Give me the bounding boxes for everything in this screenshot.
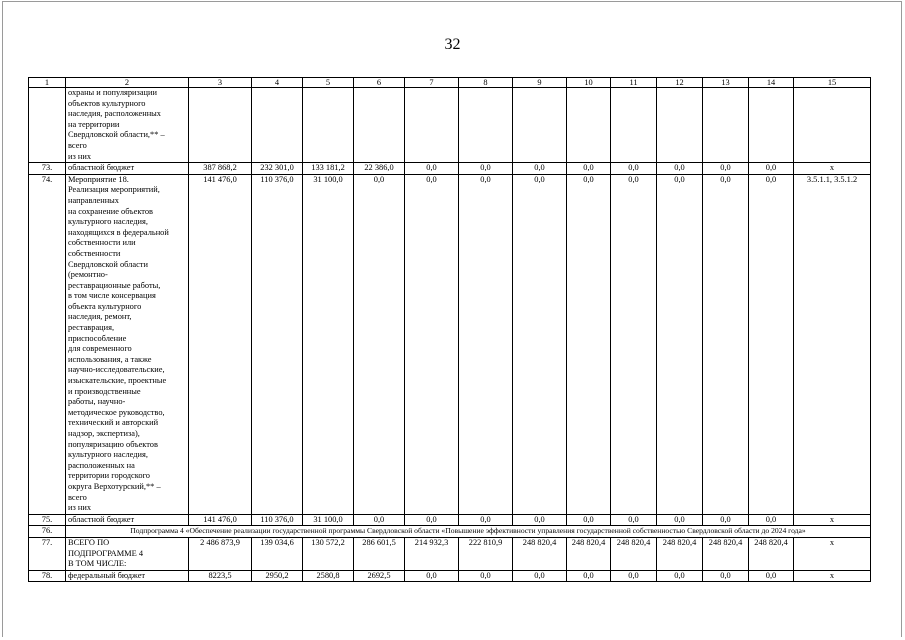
table-row bbox=[29, 174, 871, 514]
row-name-line: округа Верхотурский,** – bbox=[68, 481, 161, 491]
value-cell: 0,0 bbox=[567, 174, 611, 514]
value-cell: 133 181,2 bbox=[303, 163, 354, 175]
row-name-line: на территории bbox=[68, 119, 120, 129]
row-name-line: в том числе консервация bbox=[68, 291, 156, 301]
row-name-line: работы, научно- bbox=[68, 397, 126, 407]
row-name-line: культурного наследия, bbox=[68, 217, 148, 227]
value-cell: 31 100,0 bbox=[303, 514, 354, 526]
table-row bbox=[29, 570, 871, 582]
value-cell: 139 034,6 bbox=[252, 537, 303, 570]
row-name-line: наследия, расположенных bbox=[68, 109, 161, 119]
target-indicator-cell: 3.5.1.1, 3.5.1.2 bbox=[794, 174, 871, 514]
column-header: 6 bbox=[354, 78, 405, 88]
target-indicator-cell: х bbox=[794, 163, 871, 175]
row-number: 78. bbox=[29, 570, 66, 582]
row-name-line: расположенных на bbox=[68, 460, 135, 470]
row-number: 77. bbox=[29, 537, 66, 570]
row-name bbox=[66, 514, 189, 526]
value-cell: 0,0 bbox=[657, 514, 703, 526]
table-row bbox=[29, 163, 871, 175]
row-name-line: Мероприятие 18. bbox=[68, 174, 129, 184]
row-name-line: реставрационные работы, bbox=[68, 280, 161, 290]
column-header: 13 bbox=[703, 78, 749, 88]
value-cell: 0,0 bbox=[657, 163, 703, 175]
row-name-line: собственности bbox=[68, 248, 121, 258]
value-cell: 110 376,0 bbox=[252, 174, 303, 514]
value-cell bbox=[611, 88, 657, 163]
value-cell: 248 820,4 bbox=[749, 537, 794, 570]
row-name-line: из них bbox=[68, 503, 92, 513]
row-number: 75. bbox=[29, 514, 66, 526]
row-name-line: технический и авторский bbox=[68, 418, 159, 428]
row-number: 74. bbox=[29, 174, 66, 514]
value-cell: 141 476,0 bbox=[189, 514, 252, 526]
column-header: 2 bbox=[66, 78, 189, 88]
row-name-line: культурного наследия, bbox=[68, 450, 148, 460]
value-cell: 0,0 bbox=[513, 570, 567, 582]
row-name-line: реставрация, bbox=[68, 323, 115, 333]
value-cell: 2580,8 bbox=[303, 570, 354, 582]
row-name-line: находящихся в федеральной bbox=[68, 227, 169, 237]
row-name bbox=[66, 163, 189, 175]
value-cell: 0,0 bbox=[405, 174, 459, 514]
value-cell: 0,0 bbox=[354, 514, 405, 526]
value-cell: 0,0 bbox=[459, 570, 513, 582]
value-cell: 0,0 bbox=[405, 163, 459, 175]
column-header: 9 bbox=[513, 78, 567, 88]
row-name-line: объекта культурного bbox=[68, 301, 142, 311]
value-cell: 0,0 bbox=[657, 570, 703, 582]
column-header: 8 bbox=[459, 78, 513, 88]
value-cell: 0,0 bbox=[657, 174, 703, 514]
value-cell: 286 601,5 bbox=[354, 537, 405, 570]
budget-table bbox=[28, 77, 871, 582]
target-indicator-cell bbox=[794, 88, 871, 163]
table-row bbox=[29, 514, 871, 526]
row-name-line: (ремонтно- bbox=[68, 270, 108, 280]
value-cell: 0,0 bbox=[749, 163, 794, 175]
value-cell: 0,0 bbox=[567, 570, 611, 582]
row-name bbox=[66, 570, 189, 582]
value-cell: 141 476,0 bbox=[189, 174, 252, 514]
value-cell: 0,0 bbox=[459, 514, 513, 526]
row-name-line: охраны и популяризации bbox=[68, 88, 157, 97]
target-indicator-cell: х bbox=[794, 537, 871, 570]
target-indicator-cell: х bbox=[794, 514, 871, 526]
value-cell bbox=[513, 88, 567, 163]
value-cell: 232 301,0 bbox=[252, 163, 303, 175]
value-cell bbox=[749, 88, 794, 163]
table-row bbox=[29, 537, 871, 570]
value-cell: 248 820,4 bbox=[567, 537, 611, 570]
value-cell: 0,0 bbox=[459, 174, 513, 514]
page-number: 32 bbox=[444, 36, 461, 53]
row-name-line: из них bbox=[68, 151, 92, 161]
value-cell: 0,0 bbox=[405, 514, 459, 526]
row-name-line: надзор, экспертиза), bbox=[68, 429, 140, 438]
row-name-line: областной бюджет bbox=[68, 514, 135, 524]
value-cell: 0,0 bbox=[703, 514, 749, 526]
value-cell: 0,0 bbox=[749, 514, 794, 526]
row-name-line: Реализация мероприятий, bbox=[68, 185, 160, 195]
value-cell: 387 868,2 bbox=[189, 163, 252, 175]
column-header: 11 bbox=[611, 78, 657, 88]
row-number: 73. bbox=[29, 163, 66, 175]
value-cell: 0,0 bbox=[354, 174, 405, 514]
column-header: 1 bbox=[29, 78, 66, 88]
value-cell: 0,0 bbox=[611, 174, 657, 514]
value-cell: 248 820,4 bbox=[513, 537, 567, 570]
row-name-line: Свердловской области,** – bbox=[68, 130, 165, 140]
row-name-line: и производственные bbox=[68, 386, 141, 396]
value-cell: 130 572,2 bbox=[303, 537, 354, 570]
column-header: 10 bbox=[567, 78, 611, 88]
row-name-line: методическое руководство, bbox=[68, 407, 165, 417]
value-cell: 0,0 bbox=[611, 163, 657, 175]
row-name-line: объектов культурного bbox=[68, 98, 146, 108]
row-name-line: использования, а также bbox=[68, 354, 152, 364]
column-header: 7 bbox=[405, 78, 459, 88]
value-cell bbox=[303, 88, 354, 163]
column-header: 4 bbox=[252, 78, 303, 88]
value-cell: 0,0 bbox=[513, 174, 567, 514]
row-name-line: собственности или bbox=[68, 238, 136, 248]
value-cell: 0,0 bbox=[611, 570, 657, 582]
table-row bbox=[29, 88, 871, 163]
row-name-line: изыскательские, проектные bbox=[68, 376, 167, 386]
value-cell: 0,0 bbox=[749, 174, 794, 514]
value-cell: 222 810,9 bbox=[459, 537, 513, 570]
value-cell: 0,0 bbox=[405, 570, 459, 582]
value-cell: 2692,5 bbox=[354, 570, 405, 582]
value-cell: 0,0 bbox=[459, 163, 513, 175]
row-name-line: территории городского bbox=[68, 471, 150, 481]
row-name bbox=[66, 174, 189, 514]
row-name-line: направленных bbox=[68, 195, 119, 205]
value-cell bbox=[189, 88, 252, 163]
value-cell: 22 386,0 bbox=[354, 163, 405, 175]
row-number: 76. bbox=[29, 526, 66, 538]
value-cell bbox=[657, 88, 703, 163]
value-cell: 0,0 bbox=[611, 514, 657, 526]
row-number bbox=[29, 88, 66, 163]
target-indicator-cell: х bbox=[794, 570, 871, 582]
value-cell: 0,0 bbox=[513, 514, 567, 526]
value-cell: 0,0 bbox=[703, 174, 749, 514]
row-name-line: популяризацию объектов bbox=[68, 439, 158, 449]
value-cell: 0,0 bbox=[749, 570, 794, 582]
value-cell: 214 932,3 bbox=[405, 537, 459, 570]
row-name bbox=[66, 537, 189, 570]
value-cell bbox=[567, 88, 611, 163]
subprogram-title: Подпрограмма 4 «Обеспечение реализации государственной программы Свердловской области «Повышение эффективности управления государственной собственностью Свердловской области до 2024 года» bbox=[66, 526, 871, 538]
value-cell: 0,0 bbox=[513, 163, 567, 175]
row-name-line: на сохранение объектов bbox=[68, 206, 153, 216]
value-cell: 31 100,0 bbox=[303, 174, 354, 514]
row-name bbox=[66, 88, 189, 163]
header-row bbox=[29, 78, 871, 88]
row-name-line: наследия, ремонт, bbox=[68, 312, 132, 322]
subprogram-row bbox=[29, 526, 871, 538]
column-header: 12 bbox=[657, 78, 703, 88]
value-cell bbox=[252, 88, 303, 163]
column-header: 15 bbox=[794, 78, 871, 88]
value-cell: 248 820,4 bbox=[703, 537, 749, 570]
value-cell: 0,0 bbox=[567, 514, 611, 526]
value-cell bbox=[459, 88, 513, 163]
column-header: 5 bbox=[303, 78, 354, 88]
value-cell: 110 376,0 bbox=[252, 514, 303, 526]
column-header: 14 bbox=[749, 78, 794, 88]
value-cell: 0,0 bbox=[703, 163, 749, 175]
row-name-line: ВСЕГО ПО bbox=[68, 537, 110, 547]
value-cell bbox=[354, 88, 405, 163]
row-name-line: всего bbox=[68, 140, 87, 150]
value-cell: 2950,2 bbox=[252, 570, 303, 582]
row-name-line: областной бюджет bbox=[68, 163, 135, 173]
value-cell: 2 486 873,9 bbox=[189, 537, 252, 570]
value-cell bbox=[703, 88, 749, 163]
value-cell: 8223,5 bbox=[189, 570, 252, 582]
row-name-line: научно-исследовательские, bbox=[68, 365, 165, 375]
value-cell: 248 820,4 bbox=[611, 537, 657, 570]
row-name-line: для современного bbox=[68, 344, 132, 354]
value-cell: 0,0 bbox=[703, 570, 749, 582]
row-name-line: федеральный бюджет bbox=[68, 570, 146, 580]
value-cell: 248 820,4 bbox=[657, 537, 703, 570]
row-name-line: В ТОМ ЧИСЛЕ: bbox=[68, 559, 127, 569]
value-cell: 0,0 bbox=[567, 163, 611, 175]
value-cell bbox=[405, 88, 459, 163]
row-name-line: всего bbox=[68, 492, 87, 502]
column-header: 3 bbox=[189, 78, 252, 88]
row-name-line: Свердловской области bbox=[68, 259, 148, 269]
row-name-line: приспособление bbox=[68, 333, 127, 343]
row-name-line: ПОДПРОГРАММЕ 4 bbox=[68, 548, 144, 558]
